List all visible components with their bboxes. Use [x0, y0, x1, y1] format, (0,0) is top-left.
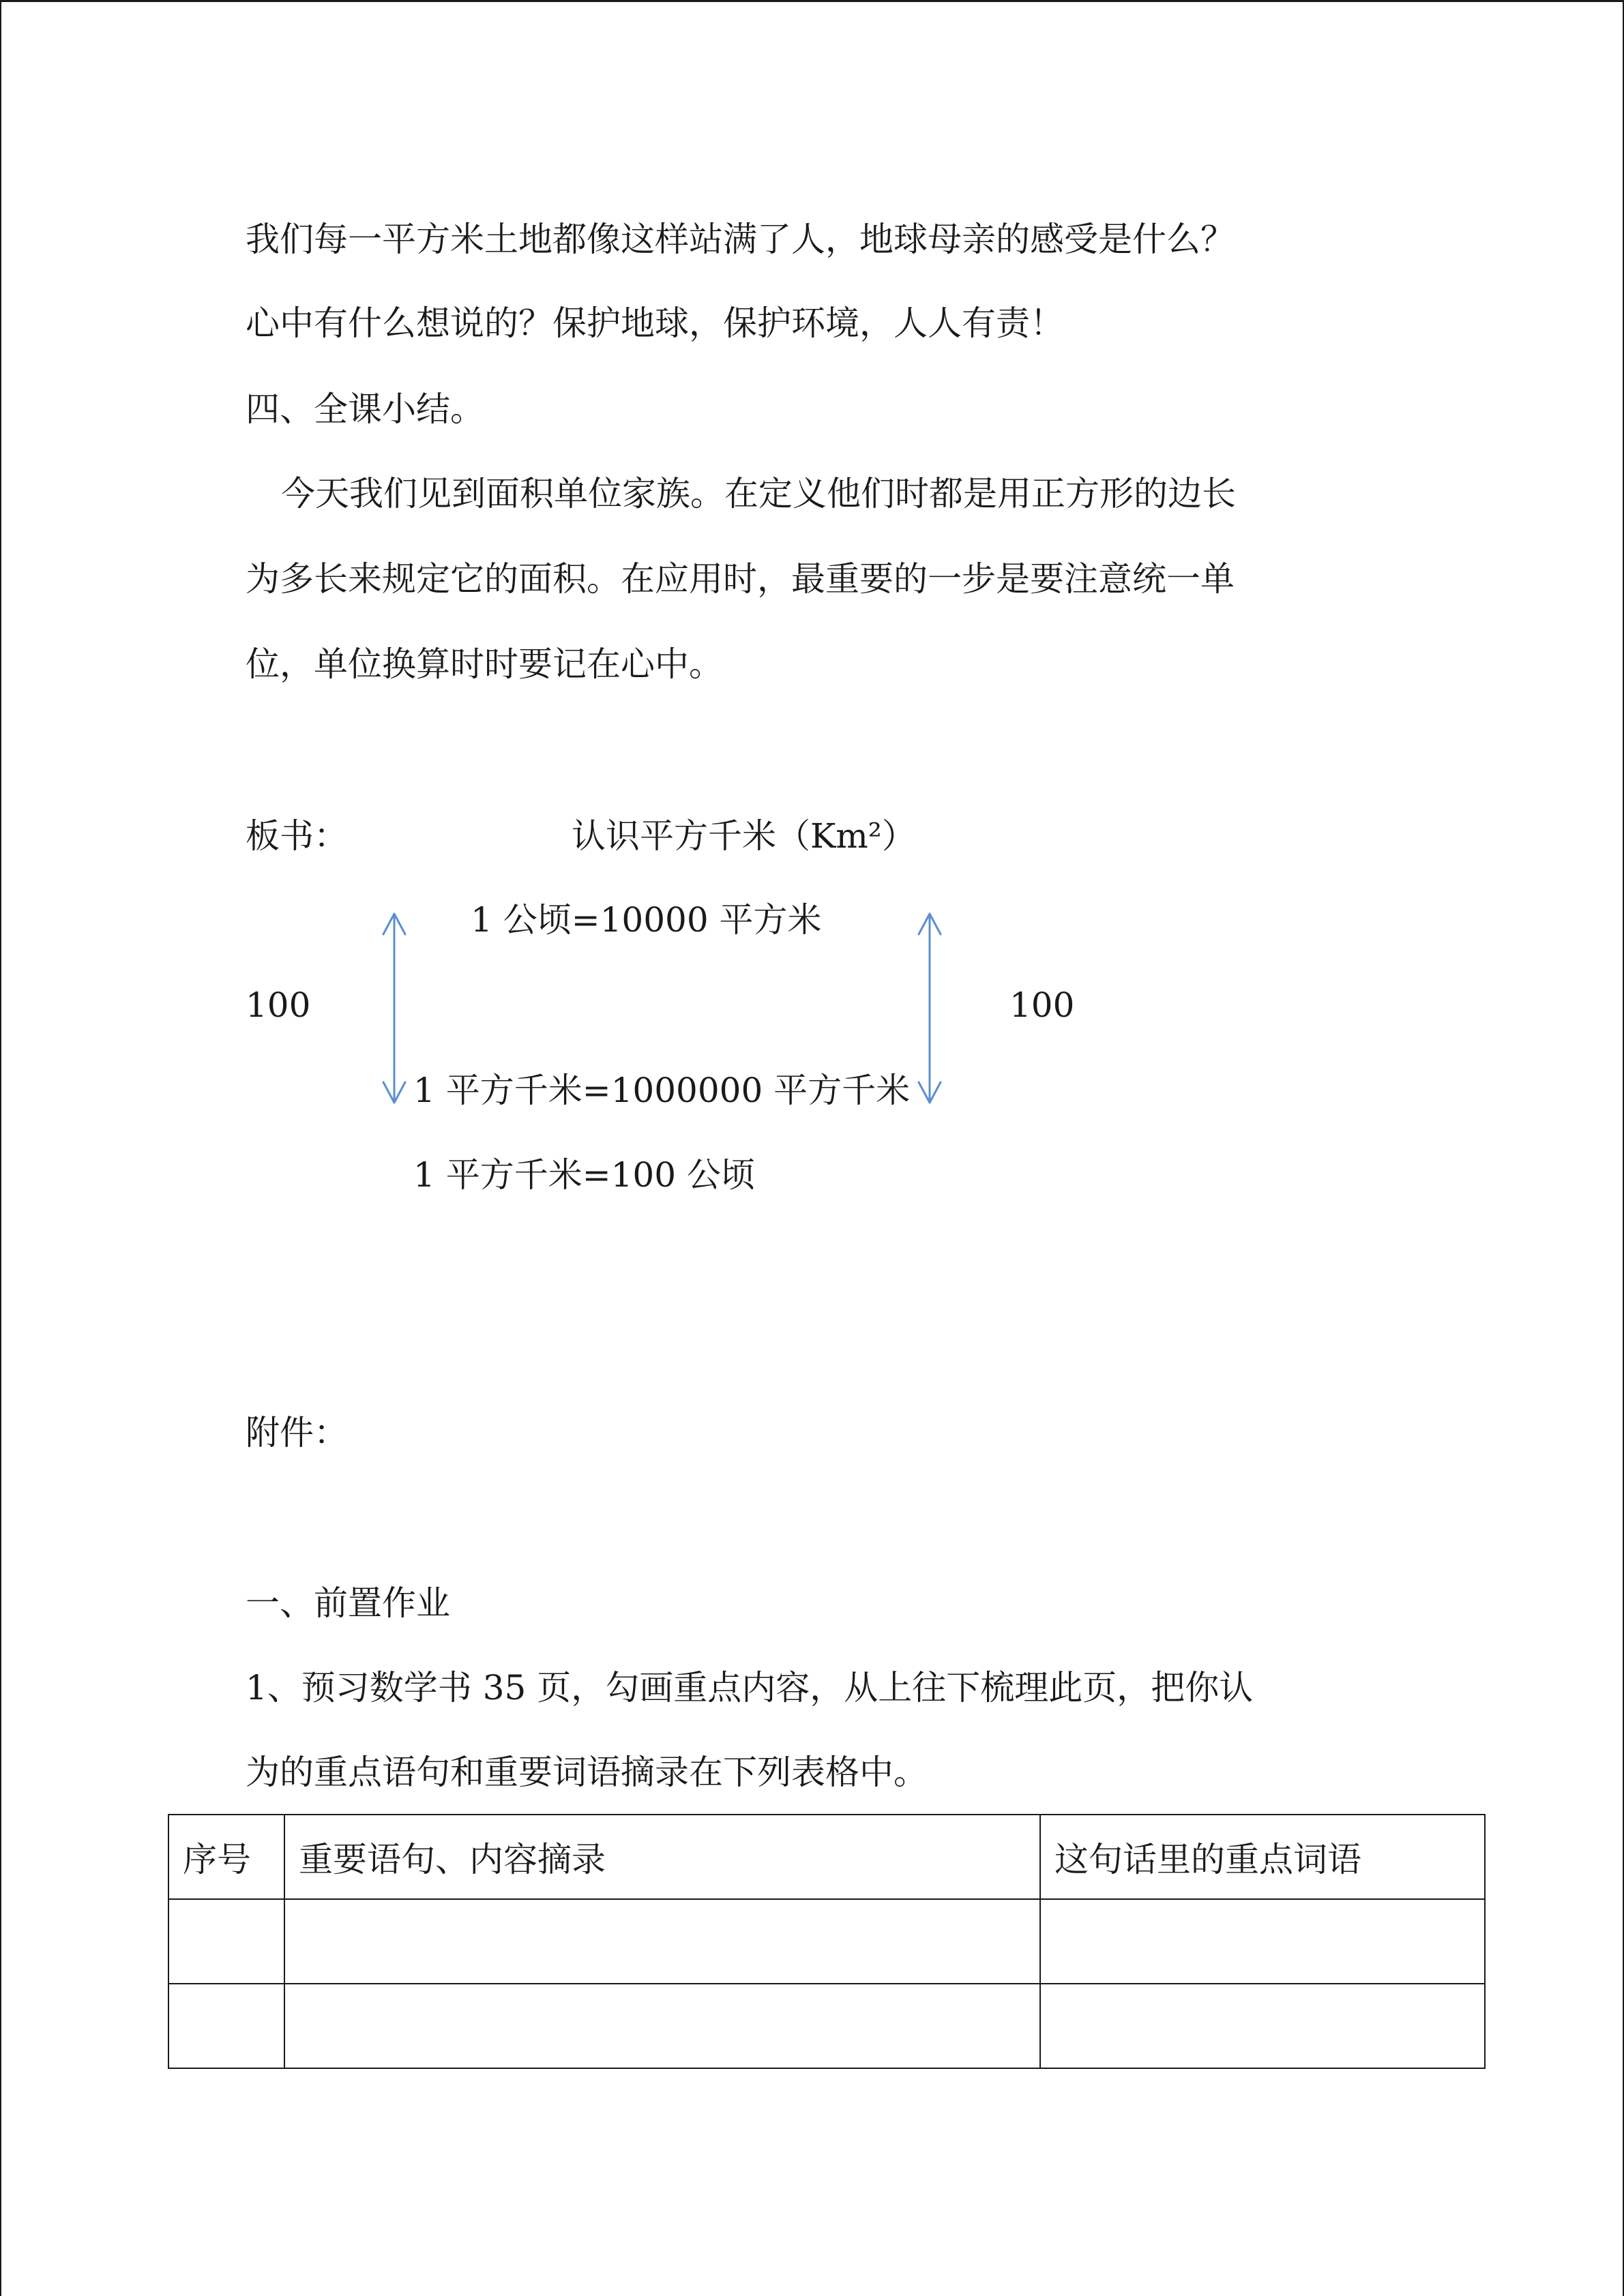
excerpt-table [168, 1814, 1486, 2069]
table-row [168, 1899, 1485, 1984]
table-header-row [168, 1815, 1485, 1899]
board-equation-sqkm-hectare: 1 平方千米=100 公顷 [413, 1155, 755, 1195]
table-cell[interactable] [168, 1984, 284, 2068]
table-cell[interactable] [1040, 1984, 1485, 2068]
paragraph-line: 1、预习数学书 35 页，勾画重点内容，从上往下梳理此页，把你认 [246, 1668, 1254, 1708]
table-cell[interactable] [284, 1899, 1040, 1984]
board-title: 认识平方千米（Km²） [572, 816, 916, 856]
table-cell[interactable] [284, 1984, 1040, 2068]
double-arrow-right-icon [919, 914, 941, 1103]
board-equation-sqkm: 1 平方千米=1000000 平方千米 [413, 1071, 911, 1110]
board-label: 板书： [246, 816, 348, 856]
paragraph-line: 今天我们见到面积单位家族。在定义他们时都是用正方形的边长 [281, 474, 1236, 513]
paragraph-line: 为的重点语句和重要词语摘录在下列表格中。 [246, 1753, 928, 1792]
attachment-label: 附件： [246, 1413, 348, 1452]
header-keywords: 这句话里的重点词语 [1040, 1815, 1485, 1899]
table-cell[interactable] [1040, 1899, 1485, 1984]
board-factor-right: 100 [1009, 985, 1075, 1025]
section-heading: 一、前置作业 [246, 1583, 450, 1623]
header-excerpt: 重要语句、内容摘录 [284, 1815, 1040, 1899]
table-row [168, 1984, 1485, 2068]
paragraph-line: 我们每一平方米土地都像这样站满了人，地球母亲的感受是什么？ [246, 220, 1235, 259]
section-heading: 四、全课小结。 [246, 389, 484, 429]
board-factor-left: 100 [246, 985, 311, 1025]
paragraph-line: 位，单位换算时时要记在心中。 [246, 644, 723, 684]
paragraph-line: 心中有什么想说的？保护地球，保护环境，人人有责！ [246, 303, 1064, 343]
paragraph-line: 为多长来规定它的面积。在应用时，最重要的一步是要注意统一单 [246, 559, 1235, 599]
board-equation-hectare: 1 公顷=10000 平方米 [471, 900, 822, 940]
double-arrow-left-icon [383, 914, 405, 1103]
header-index: 序号 [168, 1815, 284, 1899]
table-cell[interactable] [168, 1899, 284, 1984]
